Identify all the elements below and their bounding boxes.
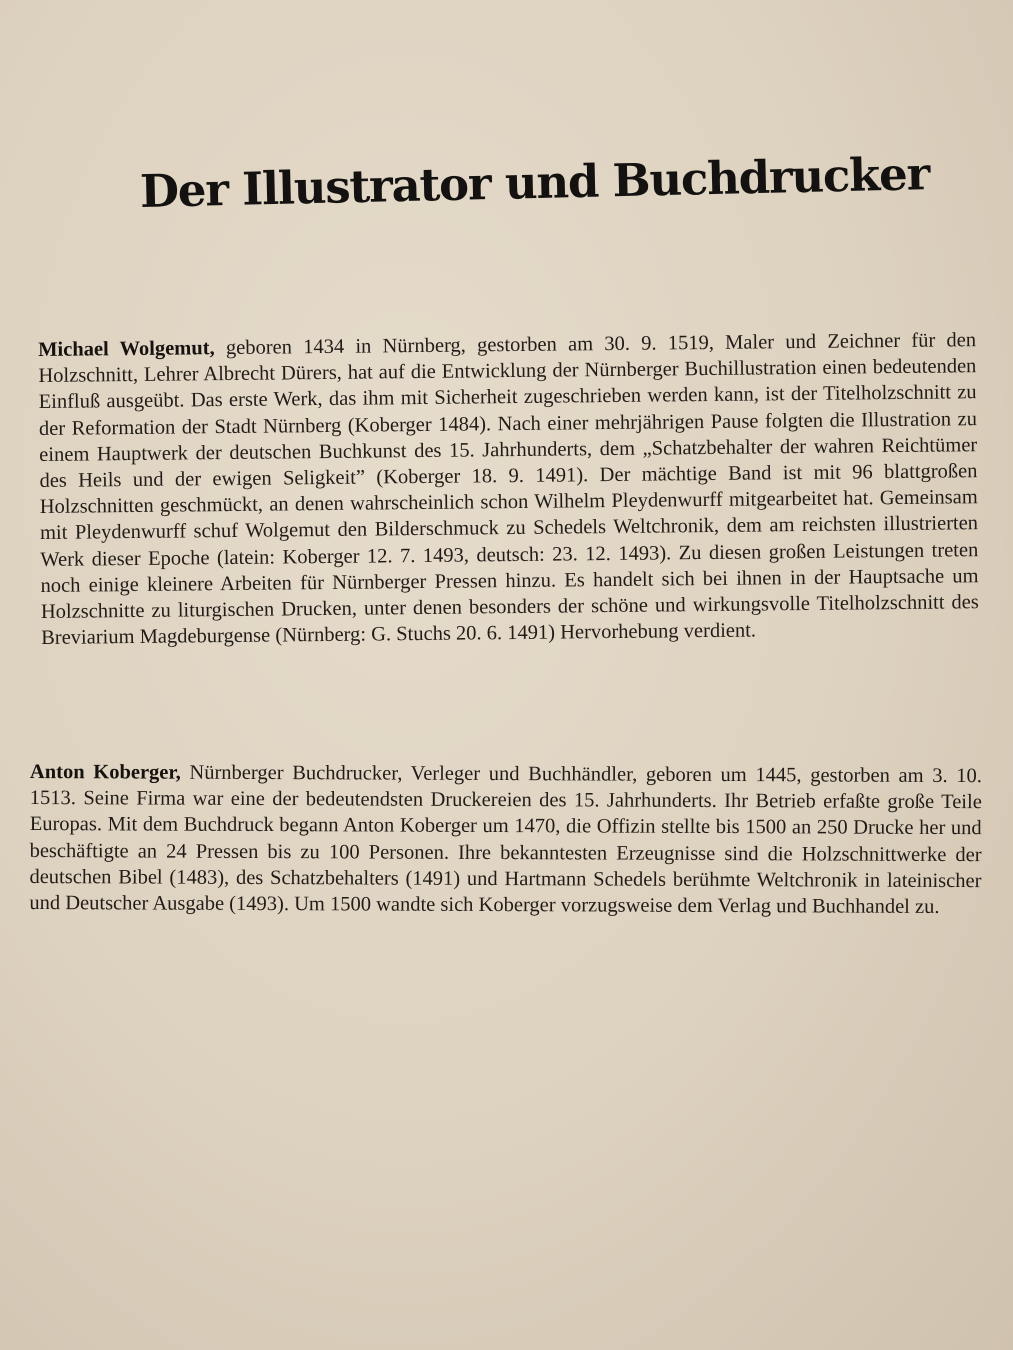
biography-paragraph xyxy=(29,759,982,920)
biography-name: Michael Wolgemut, xyxy=(38,337,215,361)
page-title: Der Illustrator und Buchdrucker xyxy=(139,147,930,218)
biography-text: geboren 1434 in Nürnberg, gestorben am 30. 9. 1519, Maler und Zeichner für den Holzschnitt, Lehrer Albrecht Dürers, hat auf die Entwicklung der Nürnberger Buchillustration einen bedeutenden Einfluß ausgeübt. Das erste Werk, das ihm mit Sicherheit zugeschrieben werden kann, ist der Titelholzschnitt zu der Reformation der Stadt Nürnberg (Koberger 1484). Nach einer mehrjährigen Pause folgten die Illustration zu einem Hauptwerk der deutschen Buchkunst des 15. Jahrhunderts, dem „Schatzbehalter der wahren Reichtümer des Heils und der ewigen Seligkeit” (Koberger 18. 9. 1491). Der mächtige Band ist mit 96 blattgroßen Holzschnitten geschmückt, an denen wahrscheinlich schon Wilhelm Pleydenwurff mitgearbeitet hat. Gemeinsam mit Pleydenwurff schuf Wolgemut den Bilderschmuck zu Schedels Weltchronik, dem am reichsten illustrierten Werk dieser Epoche (latein: Koberger 12. 7. 1493, deutsch: 23. 12. 1493). Zu diesen großen Leistungen treten noch einige kleinere Arbeiten für Nürnberger Pressen hinzu. Es handelt sich bei ihnen in der Hauptsache um Holzschnitte zu liturgischen Drucken, unter denen besonders der schöne und wirkungsvolle Titelholzschnitt des Breviarium Magdeburgense (Nürnberg: G. Stuchs 20. 6. 1491) Hervorhebung verdient. xyxy=(38,329,979,650)
biography-name: Anton Koberger, xyxy=(29,761,181,784)
biography-text: Nürnberger Buchdrucker, Verleger und Buchhändler, geboren um 1445, gestorben am 3. 10. 1513. Seine Firma war eine der bedeutendsten Druckereien des 15. Jahrhunderts. Ihr Betrieb erfaßte große Teile Europas. Mit dem Buchdruck begann Anton Koberger um 1470, die Offizin stellte bis 1500 an 250 Drucke her und beschäftigte an 24 Pressen bis zu 100 Personen. Ihre bekanntesten Erzeugnisse sind die Holzschnittwerke der deutschen Bibel (1483), des Schatzbehalters (1491) und Hartmann Schedels berühmte Weltchronik in lateinischer und Deutscher Ausgabe (1493). Um 1500 wandte sich Koberger vorzugsweise dem Verlag und Buchhandel zu. xyxy=(29,761,982,918)
biography-paragraph xyxy=(38,327,979,651)
biography-koberger xyxy=(29,759,982,920)
biography-wolgemut xyxy=(38,327,979,651)
